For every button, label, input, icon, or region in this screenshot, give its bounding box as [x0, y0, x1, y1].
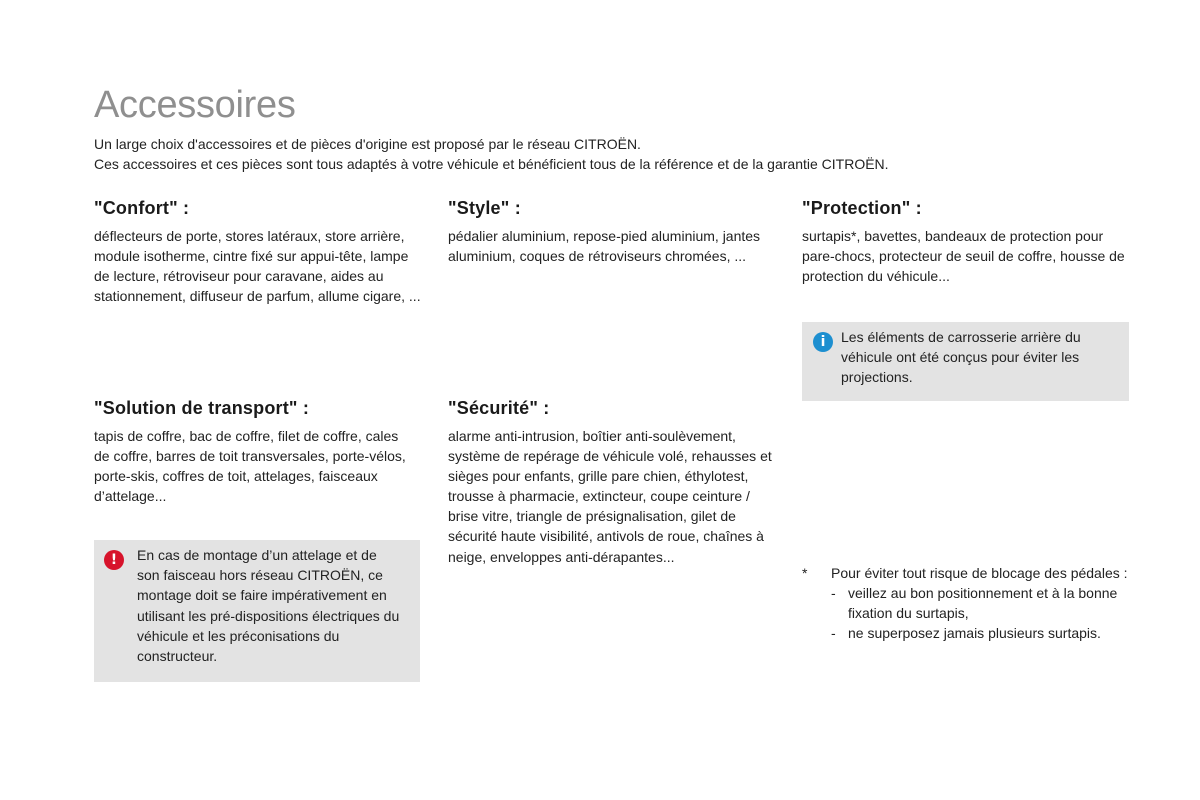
list-item-text: veillez au bon positionnement et à la bonne fixation du surtapis, — [848, 585, 1118, 622]
section-protection — [802, 197, 1132, 286]
warning-icon: ! — [104, 550, 124, 570]
info-note-text: Les éléments de carrosserie arrière du véhicule ont été conçus pour éviter les projections. — [841, 329, 1081, 386]
warning-note — [94, 540, 420, 682]
section-heading: "Solution de transport" : — [94, 398, 310, 418]
section-heading: "Protection" : — [802, 198, 922, 218]
footnote — [802, 563, 1142, 643]
list-bullet: - — [831, 625, 836, 642]
section-heading: "Style" : — [448, 198, 521, 218]
info-note — [802, 322, 1129, 401]
footnote-marker: * — [802, 565, 808, 581]
intro-text — [94, 135, 1094, 174]
footnote-text: Pour éviter tout risque de blocage des pédales : — [831, 565, 1128, 581]
intro-line: Ces accessoires et ces pièces sont tous adaptés à votre véhicule et bénéficient tous de la référence et de la garantie CITROËN. — [94, 155, 889, 172]
section-body: alarme anti-intrusion, boîtier anti-soulèvement, système de repérage de véhicule volé, rehausses et sièges pour enfants, grille pare chien, éthylotest, trousse à pharmacie, extincteur, coupe ceinture / brise vitre, triangle de présignalisation, gilet de sécurité haute visibilité, antivols de roue, chaînes à neige, enveloppes anti-dérapantes... — [448, 428, 772, 565]
section-heading: "Sécurité" : — [448, 398, 550, 418]
list-item — [831, 583, 1142, 623]
section-confort — [94, 197, 424, 306]
section-body: surtapis*, bavettes, bandeaux de protection pour pare-chocs, protecteur de seuil de coffre, housse de protection du véhicule... — [802, 228, 1125, 285]
list-item — [831, 623, 1142, 643]
list-bullet: - — [831, 585, 836, 602]
section-body: tapis de coffre, bac de coffre, filet de coffre, cales de coffre, barres de toit transversales, porte-vélos, porte-skis, coffres de toit, attelages, faisceaux d’attelage... — [94, 428, 406, 505]
page-title: Accessoires — [94, 84, 296, 126]
section-transport — [94, 397, 406, 506]
list-item-text: ne superposez jamais plusieurs surtapis. — [848, 625, 1101, 642]
section-style — [448, 197, 768, 266]
section-heading: "Confort" : — [94, 198, 190, 218]
footnote-list — [802, 583, 1142, 643]
warning-note-text: En cas de montage d’un attelage et de son faisceau hors réseau CITROËN, ce montage doit se faire impérativement en utilisant les pré-dispositions électriques du véhicule et les préconisations du constructeur. — [137, 547, 400, 665]
info-icon: i — [813, 332, 833, 352]
section-securite — [448, 397, 776, 567]
section-body: déflecteurs de porte, stores latéraux, store arrière, module isotherme, cintre fixé sur appui-tête, lampe de lecture, rétroviseur pour caravane, aides au stationnement, diffuseur de parfum, allume cigare, ... — [94, 228, 421, 305]
section-body: pédalier aluminium, repose-pied aluminium, jantes aluminium, coques de rétroviseurs chromées, ... — [448, 228, 761, 265]
intro-line: Un large choix d'accessoires et de pièces d'origine est proposé par le réseau CITROËN. — [94, 136, 641, 152]
